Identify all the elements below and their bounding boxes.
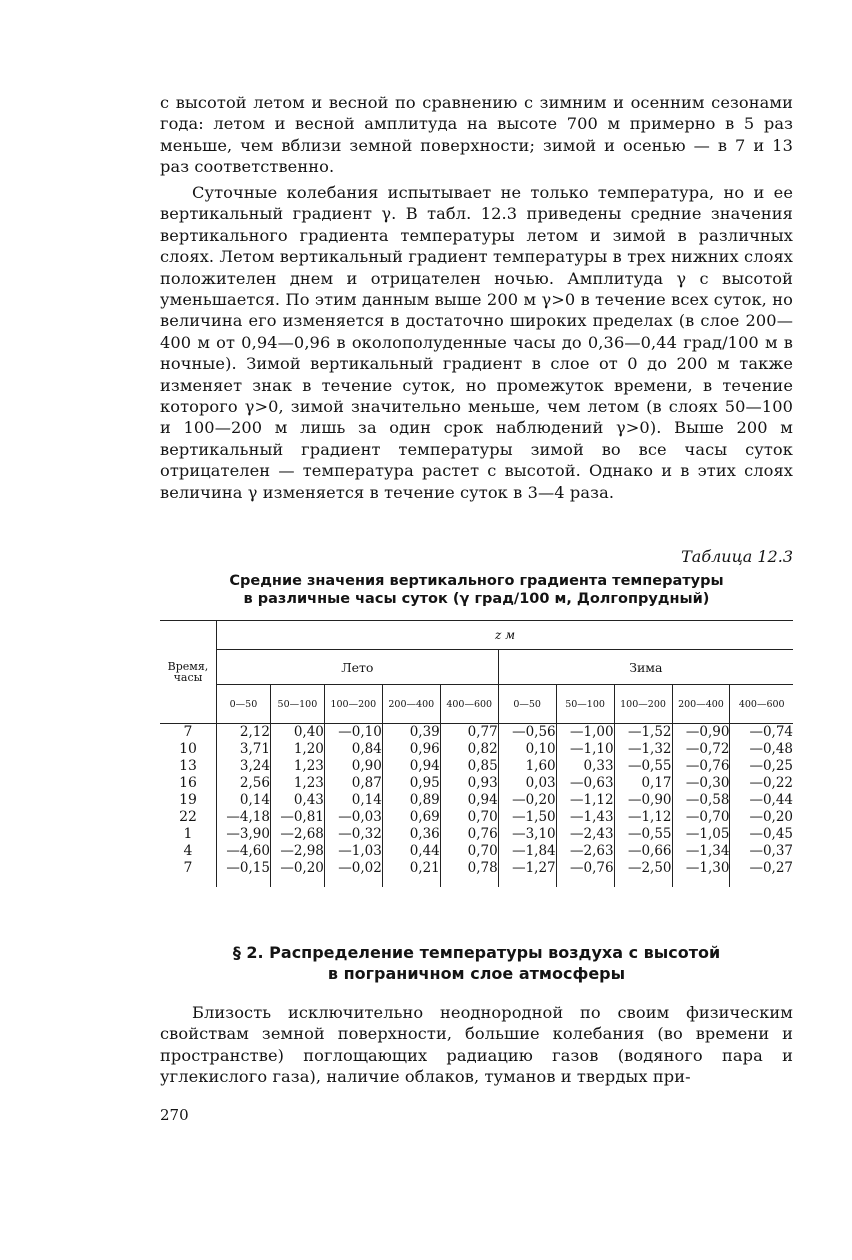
value-cell: 0,78 xyxy=(440,860,498,877)
value-cell: 0,39 xyxy=(382,724,440,742)
value-cell: —2,68 xyxy=(270,826,324,843)
table-label: Таблица 12.3 xyxy=(681,547,793,566)
value-cell: 0,85 xyxy=(440,758,498,775)
padding-cell xyxy=(440,877,498,887)
range-header: 0—50 xyxy=(216,685,270,724)
table-bottom-padding xyxy=(160,877,793,887)
value-cell: 0,94 xyxy=(440,792,498,809)
value-cell: 0,93 xyxy=(440,775,498,792)
range-header: 400—600 xyxy=(730,685,793,724)
value-cell: —0,25 xyxy=(730,758,793,775)
time-header xyxy=(160,621,216,724)
value-cell: —1,32 xyxy=(614,741,672,758)
padding-cell xyxy=(556,877,614,887)
value-cell: —2,63 xyxy=(556,843,614,860)
value-cell: —2,43 xyxy=(556,826,614,843)
value-cell: 0,10 xyxy=(498,741,556,758)
value-cell: 0,36 xyxy=(382,826,440,843)
value-cell: —0,90 xyxy=(672,724,730,742)
value-cell: —0,37 xyxy=(730,843,793,860)
value-cell: 0,40 xyxy=(270,724,324,742)
section-heading-line-1: § 2. Распределение температуры воздуха с высотой xyxy=(232,943,721,962)
time-cell: 7 xyxy=(183,860,193,876)
time-cell: 13 xyxy=(179,758,197,774)
value-cell: 0,96 xyxy=(382,741,440,758)
table-row xyxy=(160,758,793,775)
value-cell: —0,74 xyxy=(730,724,793,742)
value-cell: 0,44 xyxy=(382,843,440,860)
padding-cell xyxy=(498,877,556,887)
table-row xyxy=(160,826,793,843)
value-cell: —1,00 xyxy=(556,724,614,742)
value-cell: —1,84 xyxy=(498,843,556,860)
value-cell: —0,03 xyxy=(324,809,382,826)
value-cell: —0,27 xyxy=(730,860,793,877)
value-cell: 3,71 xyxy=(216,741,270,758)
paragraph-1: с высотой летом и весной по сравнению с зимним и осенним сезонами года: летом и весной амплитуда на высоте 700 м примерно в 5 раз меньше, чем вблизи земной поверхности; зимой и осенью — в 7 и 13 раз соответственно. xyxy=(160,93,793,177)
range-header: 400—600 xyxy=(440,685,498,724)
value-cell: 0,77 xyxy=(440,724,498,742)
value-cell: 0,87 xyxy=(324,775,382,792)
value-cell: —0,70 xyxy=(672,809,730,826)
value-cell: 0,76 xyxy=(440,826,498,843)
value-cell: —0,56 xyxy=(498,724,556,742)
padding-cell xyxy=(730,877,793,887)
value-cell: —0,63 xyxy=(556,775,614,792)
value-cell: 0,69 xyxy=(382,809,440,826)
range-header: 200—400 xyxy=(382,685,440,724)
table-caption xyxy=(160,572,793,608)
value-cell: 0,33 xyxy=(556,758,614,775)
gradient-table xyxy=(160,620,793,914)
value-cell: 0,70 xyxy=(440,809,498,826)
time-cell: 7 xyxy=(183,724,193,740)
time-cell: 16 xyxy=(179,775,197,791)
time-cell: 4 xyxy=(183,843,193,859)
value-cell: —1,50 xyxy=(498,809,556,826)
value-cell: —1,03 xyxy=(324,843,382,860)
value-cell: —0,20 xyxy=(730,809,793,826)
value-cell: 0,43 xyxy=(270,792,324,809)
value-cell: —3,90 xyxy=(216,826,270,843)
value-cell: 0,70 xyxy=(440,843,498,860)
padding-cell xyxy=(270,877,324,887)
height-header: z м xyxy=(216,621,793,650)
table-row xyxy=(160,860,793,877)
summer-header: Лето xyxy=(216,650,498,685)
value-cell: 2,56 xyxy=(216,775,270,792)
value-cell: —0,72 xyxy=(672,741,730,758)
value-cell: —0,58 xyxy=(672,792,730,809)
section-heading xyxy=(160,942,793,984)
value-cell: —1,52 xyxy=(614,724,672,742)
table-caption-line-2: в различные часы суток (γ град/100 м, Долгопрудный) xyxy=(243,591,710,607)
padding-cell xyxy=(324,877,382,887)
time-cell: 10 xyxy=(179,741,197,757)
value-cell: —0,55 xyxy=(614,758,672,775)
section-heading-line-2: в пограничном слое атмосферы xyxy=(327,964,626,983)
value-cell: —0,76 xyxy=(672,758,730,775)
time-cell: 1 xyxy=(183,826,193,842)
value-cell: 0,94 xyxy=(382,758,440,775)
time-header-line-2: часы xyxy=(173,671,203,684)
value-cell: 0,95 xyxy=(382,775,440,792)
table-row xyxy=(160,741,793,758)
value-cell: 1,23 xyxy=(270,775,324,792)
paragraph-3: Близость исключительно неоднородной по своим физическим свойствам земной поверхности, большие колебания (во времени и пространстве) поглощающих радиацию газов (водяного пара и углекислого газа), наличие облаков, туманов и твердых при- xyxy=(160,1003,793,1087)
value-cell: —1,30 xyxy=(672,860,730,877)
value-cell: —0,20 xyxy=(498,792,556,809)
padding-cell xyxy=(614,877,672,887)
value-cell: 2,12 xyxy=(216,724,270,742)
value-cell: —1,05 xyxy=(672,826,730,843)
padding-cell xyxy=(216,877,270,887)
value-cell: 0,17 xyxy=(614,775,672,792)
padding-cell xyxy=(672,877,730,887)
value-cell: —0,90 xyxy=(614,792,672,809)
value-cell: —0,66 xyxy=(614,843,672,860)
value-cell: —0,02 xyxy=(324,860,382,877)
table-row xyxy=(160,809,793,826)
value-cell: 3,24 xyxy=(216,758,270,775)
value-cell: 0,03 xyxy=(498,775,556,792)
value-cell: —0,15 xyxy=(216,860,270,877)
value-cell: 1,60 xyxy=(498,758,556,775)
value-cell: —0,81 xyxy=(270,809,324,826)
range-header: 0—50 xyxy=(498,685,556,724)
value-cell: —0,48 xyxy=(730,741,793,758)
time-cell: 22 xyxy=(179,809,197,825)
value-cell: —1,10 xyxy=(556,741,614,758)
range-header: 100—200 xyxy=(324,685,382,724)
table-row xyxy=(160,724,793,742)
value-cell: 1,23 xyxy=(270,758,324,775)
padding-cell xyxy=(382,877,440,887)
value-cell: —0,20 xyxy=(270,860,324,877)
paragraph-2: Суточные колебания испытывает не только температура, но и ее вертикальный градиент γ. В табл. 12.3 приведены средние значения вертикального градиента температуры летом и зимой в различных слоях. Летом вертикальный градиент температуры в трех нижних слоях положителен днем и отрицателен ночью. Амплитуда γ с высотой уменьшается. По этим данным выше 200 м γ>0 в течение всех суток, но величина его изменяется в достаточно широких пределах (в слое 200—400 м от 0,94—0,96 в околополуденные часы до 0,36—0,44 град/100 м в ночные). Зимой вертикальный градиент в слое от 0 до 200 м также изменяет знак в течение суток, но промежуток времени, в течение которого γ>0, зимой значительно меньше, чем летом (в слоях 50—100 и 100—200 м лишь за один срок наблюдений γ>0). Выше 200 м вертикальный градиент температуры зимой во все часы суток отрицателен — температура растет с высотой. Однако и в этих слоях величина γ изменяется в течение суток в 3—4 раза. xyxy=(160,183,793,502)
winter-header: Зима xyxy=(498,650,793,685)
value-cell: —0,32 xyxy=(324,826,382,843)
value-cell: 0,84 xyxy=(324,741,382,758)
value-cell: —4,18 xyxy=(216,809,270,826)
value-cell: 0,14 xyxy=(324,792,382,809)
value-cell: —0,45 xyxy=(730,826,793,843)
value-cell: —0,76 xyxy=(556,860,614,877)
range-header: 50—100 xyxy=(556,685,614,724)
value-cell: —1,34 xyxy=(672,843,730,860)
page-number: 270 xyxy=(160,1106,189,1124)
time-header-line-1: Время, xyxy=(167,660,209,673)
value-cell: 0,90 xyxy=(324,758,382,775)
value-cell: 0,89 xyxy=(382,792,440,809)
value-cell: —0,30 xyxy=(672,775,730,792)
range-header: 100—200 xyxy=(614,685,672,724)
value-cell: —0,55 xyxy=(614,826,672,843)
padding-cell xyxy=(160,877,216,887)
value-cell: —0,10 xyxy=(324,724,382,742)
table-caption-line-1: Средние значения вертикального градиента температуры xyxy=(229,573,724,589)
value-cell: —4,60 xyxy=(216,843,270,860)
value-cell: —1,12 xyxy=(556,792,614,809)
table-row xyxy=(160,843,793,860)
range-header: 50—100 xyxy=(270,685,324,724)
time-cell: 19 xyxy=(179,792,197,808)
value-cell: —0,44 xyxy=(730,792,793,809)
table-row xyxy=(160,775,793,792)
value-cell: —2,98 xyxy=(270,843,324,860)
value-cell: —2,50 xyxy=(614,860,672,877)
value-cell: 0,21 xyxy=(382,860,440,877)
value-cell: —0,22 xyxy=(730,775,793,792)
value-cell: —3,10 xyxy=(498,826,556,843)
range-header: 200—400 xyxy=(672,685,730,724)
value-cell: 0,82 xyxy=(440,741,498,758)
value-cell: —1,12 xyxy=(614,809,672,826)
value-cell: 1,20 xyxy=(270,741,324,758)
table-row xyxy=(160,792,793,809)
value-cell: —1,27 xyxy=(498,860,556,877)
value-cell: 0,14 xyxy=(216,792,270,809)
value-cell: —1,43 xyxy=(556,809,614,826)
